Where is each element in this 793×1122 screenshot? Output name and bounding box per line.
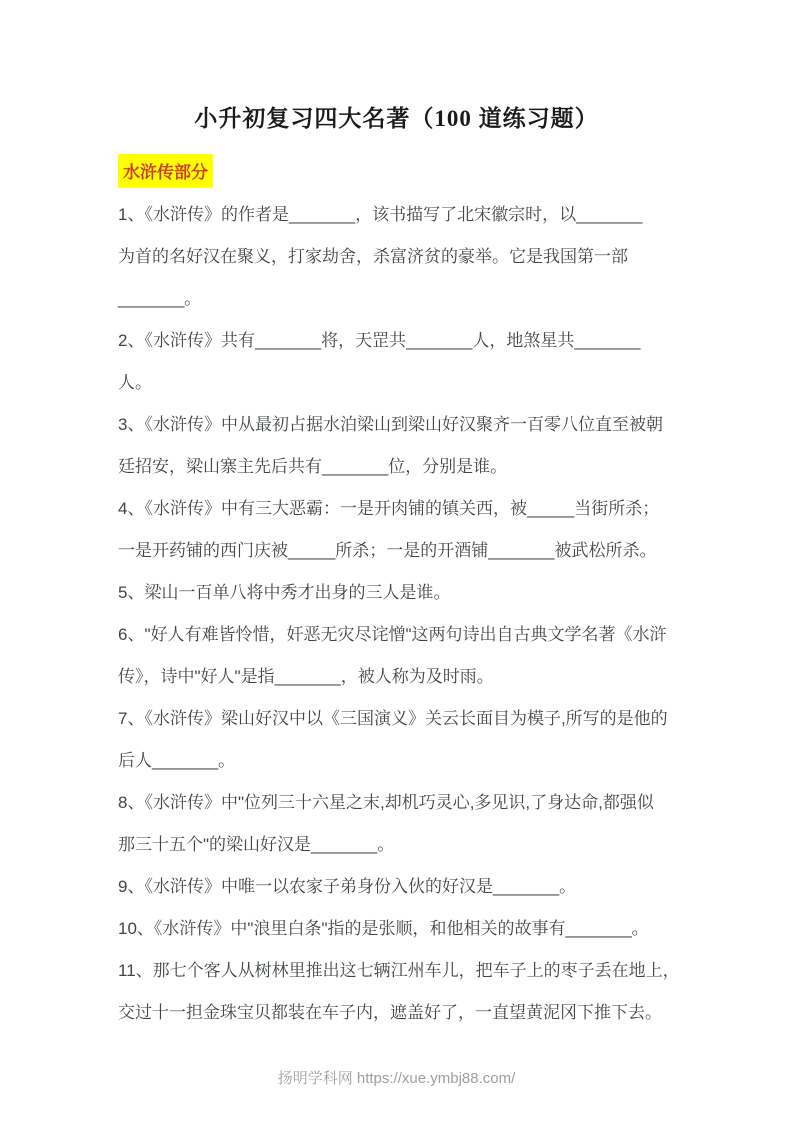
- question-line: 4、《水浒传》中有三大恶霸：一是开肉铺的镇关西，被_____当街所杀；: [118, 499, 660, 518]
- question-3: [118, 404, 680, 488]
- question-line: 10、《水浒传》中"浪里白条"指的是张顺，和他相关的故事有_______。: [118, 919, 649, 938]
- question-line: 9、《水浒传》中唯一以农家子弟身份入伙的好汉是_______。: [118, 877, 577, 896]
- question-6: [118, 614, 680, 698]
- question-line: 11、那七个客人从树林里推出这七辆江州车儿，把车子上的枣子丢在地上，: [118, 961, 680, 980]
- question-4: [118, 488, 680, 572]
- section-tag: [118, 154, 213, 188]
- question-5: [118, 572, 680, 614]
- question-line: 廷招安，梁山寨主先后共有_______位，分别是谁。: [118, 457, 508, 476]
- question-list: [118, 194, 680, 1034]
- question-line: 7、《水浒传》梁山好汉中以《三国演义》关云长面目为模子,所写的是他的: [118, 709, 668, 728]
- page-footer: [0, 1067, 793, 1088]
- question-line: 为首的名好汉在聚义，打家劫舍，杀富济贫的豪举。它是我国第一部: [118, 247, 628, 266]
- question-line: 5、梁山一百单八将中秀才出身的三人是谁。: [118, 583, 451, 602]
- question-10: [118, 908, 680, 950]
- question-1: [118, 194, 680, 320]
- question-11: [118, 950, 680, 1034]
- page-title: 小升初复习四大名著（100 道练习题）: [194, 106, 599, 131]
- question-line: 人。: [118, 373, 152, 392]
- question-line: _______。: [118, 289, 202, 308]
- footer-site-url: 扬明学科网 https://xue.ymbj88.com/: [277, 1070, 516, 1087]
- question-line: 交过十一担金珠宝贝都装在车子内，遮盖好了，一直望黄泥冈下推下去。: [118, 1003, 662, 1022]
- question-line: 3、《水浒传》中从最初占据水泊梁山到梁山好汉聚齐一百零八位直至被朝: [118, 415, 663, 434]
- question-line: 传》，诗中"好人"是指_______，被人称为及时雨。: [118, 667, 494, 686]
- question-8: [118, 782, 680, 866]
- question-line: 那三十五个"的梁山好汉是_______。: [118, 835, 395, 854]
- question-line: 8、《水浒传》中"位列三十六星之末,却机巧灵心,多见识,了身达命,都强似: [118, 793, 654, 812]
- question-line: 6、"好人有难皆怜惜，奸恶无灾尽诧憎"这两句诗出自古典文学名著《水浒: [118, 625, 667, 644]
- question-2: [118, 320, 680, 404]
- question-line: 2、《水浒传》共有_______将，天罡共_______人，地煞星共_______: [118, 331, 641, 350]
- question-line: 后人_______。: [118, 751, 236, 770]
- question-9: [118, 866, 680, 908]
- question-line: 一是开药铺的西门庆被_____所杀；一是的开酒铺_______被武松所杀。: [118, 541, 657, 560]
- question-line: 1、《水浒传》的作者是_______，该书描写了北宋徽宗时，以_______: [118, 205, 643, 224]
- section-tag-label: 水浒传部分: [123, 163, 208, 182]
- question-7: [118, 698, 680, 782]
